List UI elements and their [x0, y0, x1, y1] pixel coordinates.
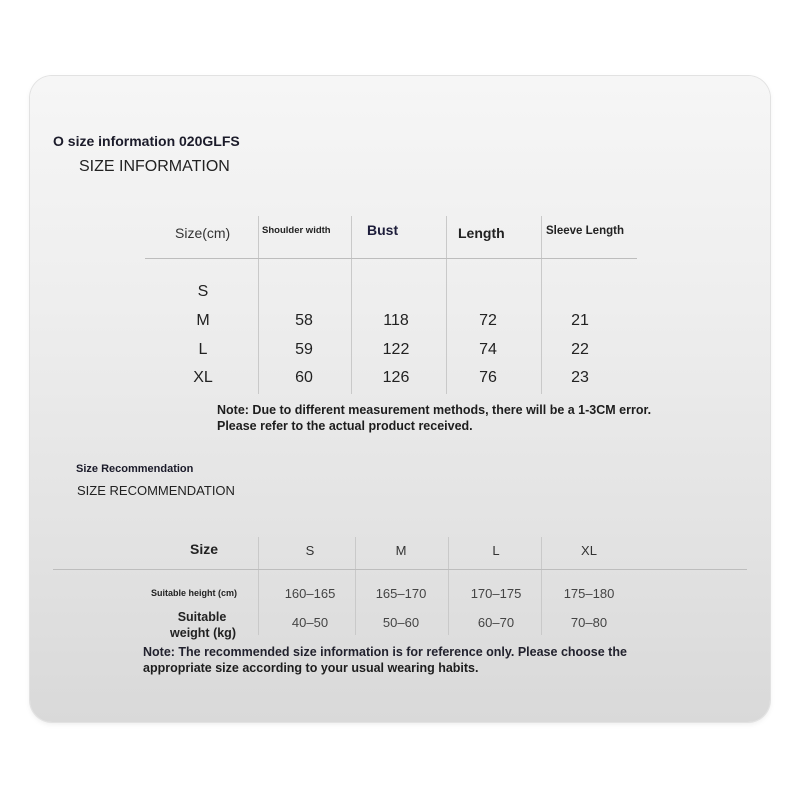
- header-size-xl: XL: [581, 543, 597, 558]
- cell-height: 175–180: [563, 586, 615, 601]
- column-divider: [258, 537, 259, 635]
- column-divider: [258, 216, 259, 394]
- header-size: Size: [190, 541, 219, 557]
- cell-size: S: [197, 283, 209, 300]
- header-shoulder-width: Shoulder width: [262, 225, 331, 236]
- column-divider: [446, 216, 447, 394]
- column-divider: [541, 216, 542, 394]
- section1-subtitle: SIZE INFORMATION: [79, 158, 230, 175]
- header-length: Length: [458, 225, 505, 241]
- section2-subtitle: SIZE RECOMMENDATION: [77, 483, 235, 498]
- cell-shoulder: 58: [295, 312, 313, 329]
- weight-label-line2: weight (kg): [170, 626, 236, 640]
- cell-weight: 40–50: [291, 615, 329, 630]
- cell-shoulder: 59: [295, 341, 313, 358]
- cell-weight: 50–60: [382, 615, 420, 630]
- column-divider: [541, 537, 542, 635]
- cell-bust: 126: [382, 369, 410, 386]
- header-size-l: L: [492, 543, 500, 558]
- header-size-m: M: [395, 543, 407, 558]
- cell-sleeve: 22: [571, 341, 589, 358]
- cell-length: 74: [479, 341, 497, 358]
- cell-weight: 60–70: [477, 615, 515, 630]
- cell-weight: 70–80: [570, 615, 608, 630]
- cell-bust: 122: [382, 341, 410, 358]
- recommendation-note-line1: Note: The recommended size information is for reference only. Please choose the: [143, 645, 627, 659]
- cell-length: 76: [479, 369, 497, 386]
- weight-label-line1: Suitable: [177, 610, 227, 624]
- measurement-note-line2: Please refer to the actual product received.: [217, 419, 473, 433]
- cell-height: 170–175: [470, 586, 522, 601]
- header-bust: Bust: [367, 222, 399, 238]
- cell-bust: 118: [383, 312, 409, 329]
- height-label: Suitable height (cm): [151, 588, 238, 598]
- cell-size: XL: [193, 369, 213, 386]
- header-size-s: S: [305, 543, 315, 558]
- section2-title: Size Recommendation: [76, 463, 194, 475]
- cell-size: M: [196, 312, 210, 329]
- header-divider: [145, 258, 637, 259]
- header-size: Size(cm): [175, 225, 231, 241]
- section1-title: O size information 020GLFS: [53, 133, 240, 149]
- cell-height: 160–165: [284, 586, 336, 601]
- cell-length: 72: [479, 312, 497, 329]
- recommendation-note-line2: appropriate size according to your usual wearing habits.: [143, 661, 479, 675]
- header-divider: [53, 569, 747, 570]
- column-divider: [355, 537, 356, 635]
- cell-sleeve: 23: [571, 369, 589, 386]
- cell-size: L: [198, 341, 208, 358]
- column-divider: [351, 216, 352, 394]
- cell-shoulder: 60: [295, 369, 313, 386]
- cell-height: 165–170: [375, 586, 427, 601]
- column-divider: [448, 537, 449, 635]
- measurement-note-line1: Note: Due to different measurement methods, there will be a 1-3CM error.: [217, 403, 652, 417]
- cell-sleeve: 21: [571, 312, 589, 329]
- header-sleeve-length: Sleeve Length: [546, 225, 624, 237]
